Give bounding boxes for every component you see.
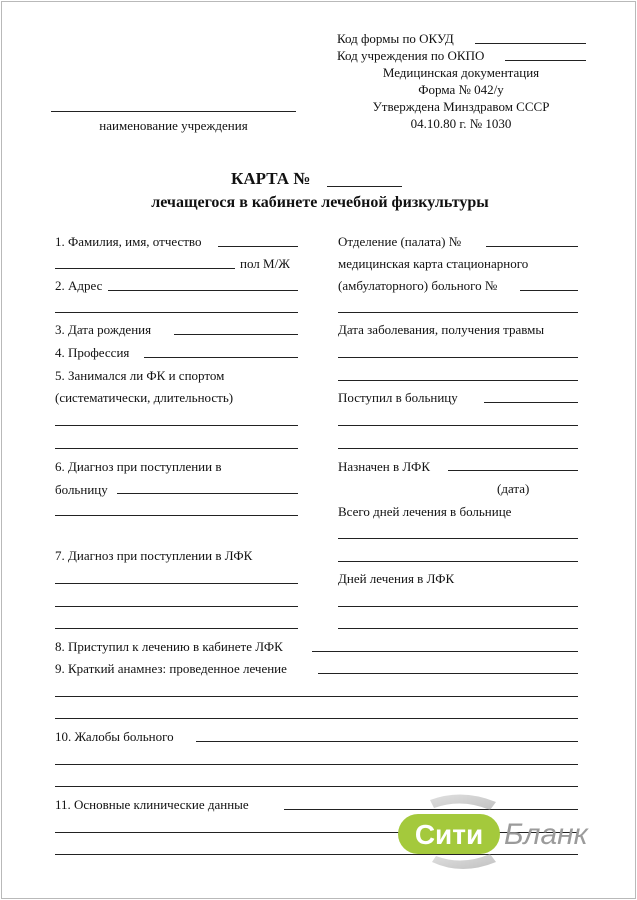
field-sex-label: пол М/Ж — [240, 256, 290, 271]
okpo-line[interactable] — [505, 60, 586, 61]
field-diagnosis-line[interactable] — [117, 493, 298, 494]
field-dept-line[interactable] — [486, 246, 578, 247]
field-anamnesis-line-2[interactable] — [55, 696, 578, 697]
field-assigned-line[interactable] — [448, 470, 578, 471]
field-card-line-2[interactable] — [338, 312, 578, 313]
card-number-line[interactable] — [327, 186, 402, 187]
field-profession-label: 4. Профессия — [55, 345, 130, 360]
field-admitted-line-2[interactable] — [338, 425, 578, 426]
logo-part1: Сити — [414, 819, 484, 850]
field-address-label: 2. Адрес — [55, 278, 103, 293]
field-admitted-line[interactable] — [484, 402, 578, 403]
field-admitted-line-3[interactable] — [338, 448, 578, 449]
field-dept-label: Отделение (палата) № — [338, 234, 462, 249]
field-lfk-diagnosis-line-2[interactable] — [55, 606, 298, 607]
field-assigned-label: Назначен в ЛФК — [338, 459, 430, 474]
field-total-days-line-2[interactable] — [338, 561, 578, 562]
field-lfk-days-line-2[interactable] — [338, 628, 578, 629]
doc-type: Медицинская документация — [382, 65, 540, 80]
field-total-days-label: Всего дней лечения в больнице — [338, 504, 512, 519]
card-subtitle: лечащегося в кабинете лечебной физкультуры — [151, 194, 489, 211]
field-lfk-diagnosis-line-1[interactable] — [55, 583, 298, 584]
field-assigned-hint: (дата) — [497, 481, 530, 496]
field-diagnosis-line-2[interactable] — [55, 515, 298, 516]
field-lfk-diagnosis-label: 7. Диагноз при поступлении в ЛФК — [55, 548, 253, 563]
field-birthdate-label: 3. Дата рождения — [55, 322, 152, 337]
card-title: КАРТА № — [231, 169, 311, 188]
field-anamnesis-line-3[interactable] — [55, 718, 578, 719]
institution-label: наименование учреждения — [99, 118, 248, 133]
institution-line[interactable] — [51, 111, 296, 112]
field-sport-line-2[interactable] — [55, 448, 298, 449]
field-complaints-label: 10. Жалобы больного — [55, 729, 174, 744]
field-sport-line-1[interactable] — [55, 425, 298, 426]
field-start-line[interactable] — [312, 651, 578, 652]
field-profession-line[interactable] — [144, 357, 298, 358]
field-lfk-days-label: Дней лечения в ЛФК — [338, 571, 455, 586]
field-name-label: 1. Фамилия, имя, отчество — [55, 234, 202, 249]
logo-arc-top-icon — [430, 794, 496, 810]
okud-line[interactable] — [475, 43, 586, 44]
field-diagnosis-label: 6. Диагноз при поступлении в — [55, 459, 222, 474]
field-clinical-label: 11. Основные клинические данные — [55, 797, 249, 812]
logo-part2: Бланк — [504, 818, 588, 851]
field-name-line-2[interactable] — [55, 268, 235, 269]
logo-arc-bottom-icon — [432, 854, 496, 869]
approval-date: 04.10.80 г. № 1030 — [410, 116, 512, 131]
field-total-days-line-1[interactable] — [338, 538, 578, 539]
field-anamnesis-line[interactable] — [318, 673, 578, 674]
field-complaints-line-3[interactable] — [55, 786, 578, 787]
field-disease-line-2[interactable] — [338, 380, 578, 381]
okpo-label: Код учреждения по ОКПО — [337, 48, 485, 63]
field-card-label: медицинская карта стационарного — [338, 256, 529, 271]
field-birthdate-line[interactable] — [174, 334, 298, 335]
approved-by: Утверждена Минздравом СССР — [372, 99, 550, 114]
field-anamnesis-label: 9. Краткий анамнез: проведенное лечение — [55, 661, 287, 676]
field-complaints-line-2[interactable] — [55, 764, 578, 765]
field-lfk-diagnosis-line-3[interactable] — [55, 628, 298, 629]
field-disease-line-1[interactable] — [338, 357, 578, 358]
field-card-line[interactable] — [520, 290, 578, 291]
okud-label: Код формы по ОКУД — [337, 31, 454, 46]
field-card-sublabel: (амбулаторного) больного № — [338, 278, 498, 293]
field-address-line-2[interactable] — [55, 312, 298, 313]
field-lfk-days-line-1[interactable] — [338, 606, 578, 607]
field-admitted-label: Поступил в больницу — [338, 390, 458, 405]
field-diagnosis-sublabel: больницу — [55, 482, 108, 497]
field-sport-sublabel: (систематически, длительность) — [55, 390, 234, 405]
field-start-label: 8. Приступил к лечению в кабинете ЛФК — [55, 639, 283, 654]
field-complaints-line[interactable] — [196, 741, 578, 742]
field-name-line[interactable] — [218, 246, 298, 247]
form-number: Форма № 042/у — [418, 82, 504, 97]
watermark-logo — [392, 788, 632, 878]
field-sport-label: 5. Занимался ли ФК и спортом — [55, 368, 225, 383]
field-disease-label: Дата заболевания, получения травмы — [338, 322, 545, 337]
field-address-line[interactable] — [108, 290, 298, 291]
